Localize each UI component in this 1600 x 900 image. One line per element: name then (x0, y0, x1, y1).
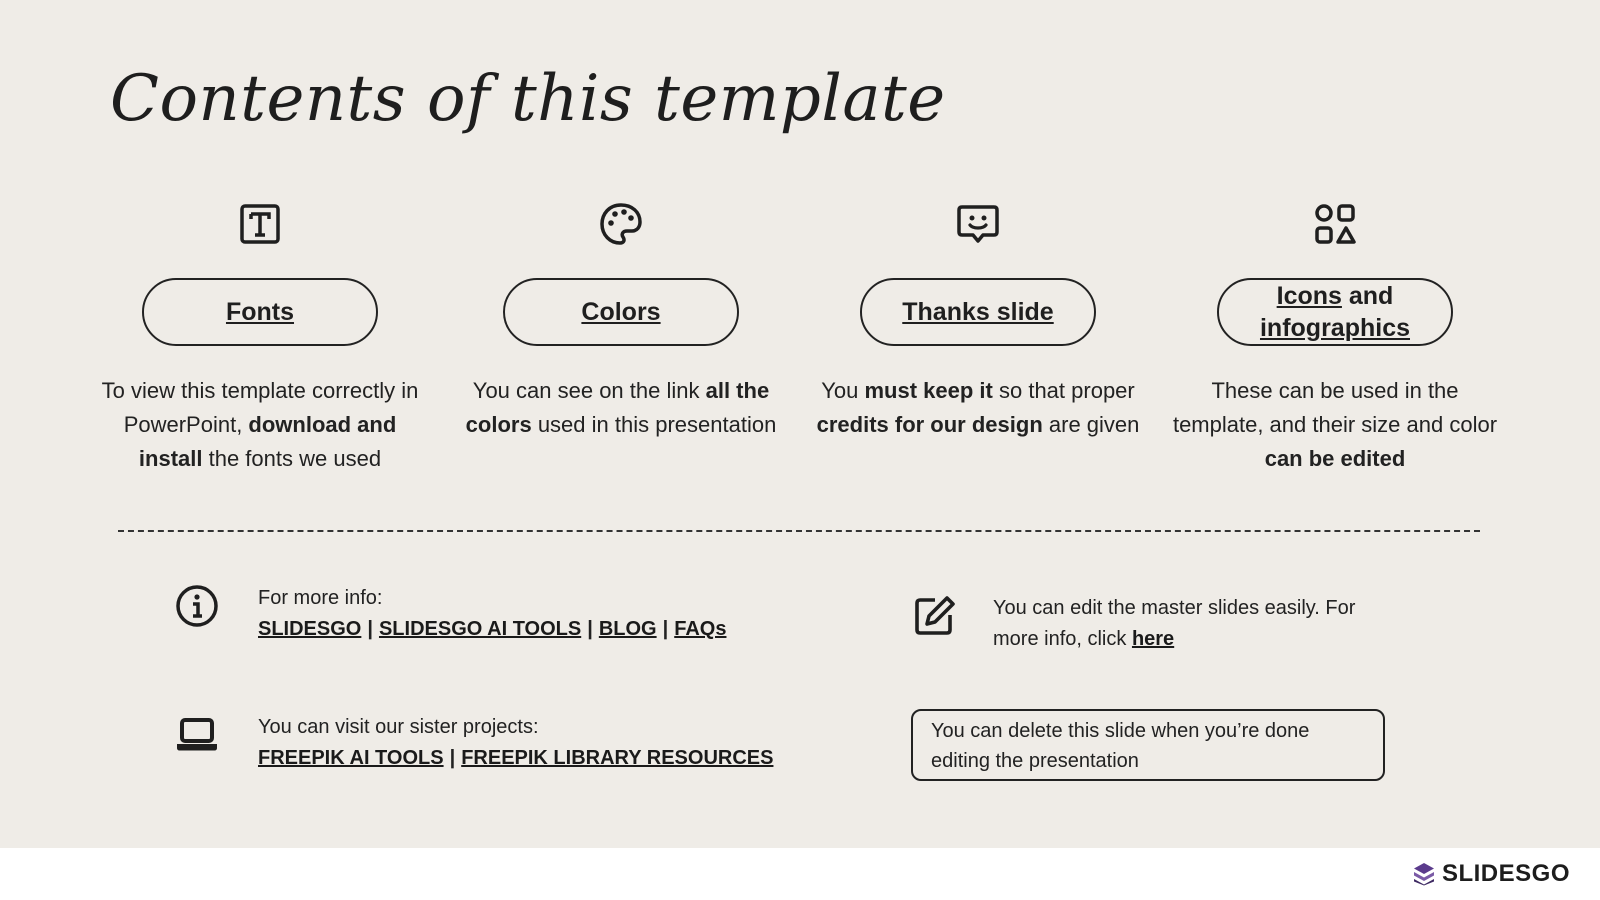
desc-text: You (821, 378, 865, 403)
sister-projects-text (258, 712, 773, 774)
sister-projects-links (258, 743, 773, 774)
icons-infographics-button[interactable] (1217, 278, 1453, 346)
more-info-links (258, 614, 726, 645)
separator: | (662, 618, 669, 640)
desc-text: used in this presentation (531, 412, 777, 437)
faqs-link[interactable]: FAQs (674, 618, 727, 640)
fonts-button[interactable] (142, 278, 378, 346)
desc-bold: credits for our design (816, 412, 1043, 437)
icons-label: Icons (1276, 282, 1342, 310)
slidesgo-link[interactable]: SLIDESGO (258, 618, 362, 640)
freepik-library-resources-link[interactable]: FREEPIK LIBRARY RESOURCES (461, 747, 774, 769)
slidesgo-logo[interactable] (1412, 860, 1570, 888)
column-fonts (95, 200, 425, 476)
laptop-icon (174, 712, 220, 758)
delete-slide-note: You can delete this slide when you’re done editing the presentation (911, 709, 1385, 781)
column-thanks-slide (813, 200, 1143, 442)
slidesgo-logo-icon (1412, 862, 1436, 886)
here-link[interactable]: here (1131, 628, 1175, 650)
slidesgo-ai-tools-link[interactable]: SLIDESGO AI TOOLS (378, 618, 582, 640)
desc-text: so that proper (992, 378, 1135, 403)
brand-name: SLIDESGO (1441, 860, 1570, 887)
infographics-label: infographics (1259, 314, 1410, 342)
fonts-description (95, 374, 425, 476)
separator: | (449, 747, 456, 769)
palette-icon (597, 200, 645, 248)
colors-button[interactable] (503, 278, 739, 346)
desc-text: To view this template correctly in PowerPoint, (101, 378, 419, 437)
colors-label: Colors (581, 298, 661, 326)
more-info-lead: For more info: (258, 587, 383, 609)
freepik-ai-tools-link[interactable]: FREEPIK AI TOOLS (258, 747, 444, 769)
page-title: Contents of this template (110, 62, 946, 136)
desc-bold: must keep it (864, 378, 993, 403)
more-info-text (258, 583, 726, 645)
master-slides-row (911, 593, 1383, 655)
desc-text: These can be used in the template, and their size and color (1172, 378, 1498, 437)
thanks-slide-label: Thanks slide (902, 298, 1054, 326)
text-box-icon (236, 200, 284, 248)
edit-icon (911, 593, 957, 639)
dashed-divider (118, 530, 1480, 532)
desc-bold: can be edited (1264, 446, 1406, 471)
column-colors (456, 200, 786, 442)
column-icons-infographics (1170, 200, 1500, 476)
master-slides-description: You can edit the master slides easily. For more info, click (993, 597, 1356, 650)
chat-smile-icon (954, 200, 1002, 248)
more-info-row (174, 583, 726, 645)
icons-infographics-description (1170, 374, 1500, 476)
blog-link[interactable]: BLOG (598, 618, 657, 640)
thanks-slide-description (813, 374, 1143, 442)
desc-text: the fonts we used (202, 446, 382, 471)
info-icon (174, 583, 220, 629)
desc-text: are given (1042, 412, 1140, 437)
desc-bold: download and install (138, 412, 397, 471)
separator: | (367, 618, 373, 640)
and-label: and (1341, 282, 1394, 310)
desc-text: You can see on the link (472, 378, 706, 403)
colors-description (456, 374, 786, 442)
sister-projects-row (174, 712, 773, 774)
desc-bold: all the colors (465, 378, 770, 437)
sister-projects-lead: You can visit our sister projects: (258, 716, 539, 738)
shapes-icon (1311, 200, 1359, 248)
fonts-label: Fonts (225, 298, 295, 326)
thanks-slide-button[interactable] (860, 278, 1096, 346)
separator: | (587, 618, 593, 640)
master-slides-text (993, 593, 1383, 655)
